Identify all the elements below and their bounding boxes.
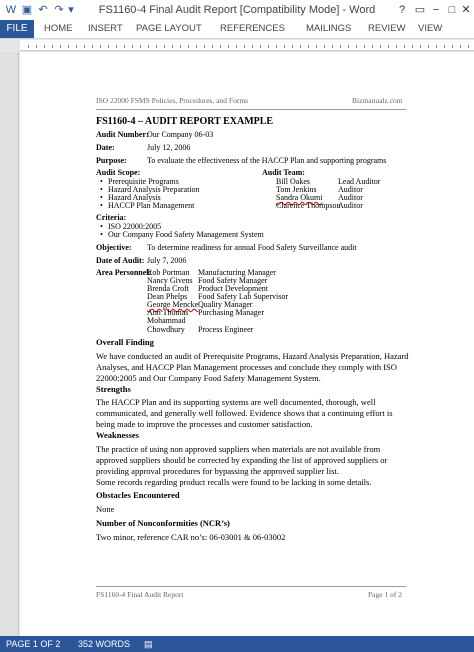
header-left: ISO 22000 FSMS Policies, Procedures, and Forms [96,96,249,105]
close-button[interactable]: ✕ [461,4,471,16]
vertical-ruler[interactable] [0,52,19,636]
tab-file[interactable]: FILE [0,20,34,38]
scope-item: • Prerequisite Programs [100,177,179,186]
ruler-tick [148,45,149,48]
ruler-tick [188,45,189,48]
weaknesses-text-2: Some records regarding product recalls were found to be lacking in some details. [96,477,372,487]
ribbon-tabs [0,20,474,39]
ruler-tick [428,45,429,48]
criteria-label: Criteria: [96,213,127,222]
nonconformities-text: Two minor, reference CAR no’s: 06-03001 & 06-03002 [96,532,286,542]
ruler-tick [356,45,357,48]
ruler-tick [380,45,381,48]
ruler-tick [340,45,341,48]
strengths-heading: Strengths [96,384,131,394]
personnel-name: George Mencke [147,300,199,309]
purpose-value: To evaluate the effectiveness of the HACCP Plan and supporting programs [147,156,387,165]
ruler-tick [316,45,317,48]
ruler-tick [252,45,253,48]
team-member-name: Tom Jenkins [276,185,317,194]
tab-mailings[interactable]: MAILINGS [306,23,352,34]
ruler-tick [60,45,61,48]
personnel-name: Rob Portman [147,268,190,277]
ruler-tick [28,45,29,48]
scope-item: • HACCP Plan Management [100,201,195,210]
ruler-tick [452,45,453,48]
ruler-tick [108,45,109,48]
footer-left: FS1160-4 Final Audit Report [96,590,184,599]
objective-value: To determine readiness for annual Food Safety Surveillance audit [147,243,357,252]
purpose-label: Purpose: [96,156,127,165]
personnel-area: Food Safety Manager [198,276,268,285]
tab-insert[interactable]: INSERT [88,23,123,34]
scope-item: • Hazard Analysis Preparation [100,185,200,194]
team-member-role: Auditor [338,201,363,210]
ruler-tick [284,45,285,48]
ruler-tick [100,45,101,48]
undo-icon[interactable]: ↶ [38,4,48,16]
ruler-tick [372,45,373,48]
ruler-tick [244,45,245,48]
personnel-name: Ann Thomas [147,308,189,317]
ruler-tick [68,45,69,48]
ruler-tick [332,45,333,48]
page-count[interactable]: PAGE 1 OF 2 [6,639,61,649]
ruler-tick [84,45,85,48]
header-rule [96,109,406,110]
personnel-name: Chowdhury [147,325,185,334]
personnel-area: Food Safety Lab Supervisor [198,292,288,301]
ruler-tick [260,45,261,48]
date-of-audit-label: Date of Audit: [96,256,145,265]
ruler-tick [44,45,45,48]
date-of-audit-value: July 7, 2006 [147,256,187,265]
obstacles-text: None [96,504,115,514]
ruler-tick [436,45,437,48]
customize-quick-access-icon[interactable]: ▾ [68,4,74,16]
tab-page-layout[interactable]: PAGE LAYOUT [136,23,202,34]
ruler-tick [348,45,349,48]
help-button[interactable]: ? [398,4,406,16]
title-bar [0,0,474,20]
ruler-tick [164,45,165,48]
audit-number-value: Our Company 06-03 [147,130,214,139]
ruler-tick [396,45,397,48]
status-bar [0,636,474,652]
ruler-tick [52,45,53,48]
tab-view[interactable]: VIEW [418,23,443,34]
ruler-tick [276,45,277,48]
ruler-tick [444,45,445,48]
overall-finding-text: We have conducted an audit of Prerequisite Programs, Hazard Analysis Preparation, Hazard Analyses, and HACCP Plan Management processes and conclude they comply with ISO 22000:2005 and Our Company Food Safety Management System. [96,351,409,383]
proofing-icon[interactable]: ▤ [144,639,153,649]
ruler-tick [140,45,141,48]
ruler-tick [220,45,221,48]
audit-team-label: Audit Team: [262,168,305,177]
ruler-tick [324,45,325,48]
ruler-tick [36,45,37,48]
team-member-role: Auditor [338,185,363,194]
header-right: Bizmanualz.com [352,96,403,105]
personnel-area: Purchasing Manager [198,308,264,317]
team-member-role: Auditor [338,193,363,202]
ruler-tick [76,45,77,48]
personnel-area: Quality Manager [198,300,253,309]
audit-number-label: Audit Number: [96,130,149,139]
ruler-tick [172,45,173,48]
redo-icon[interactable]: ↷ [54,4,64,16]
ruler-tick [132,45,133,48]
footer-rule [96,586,406,587]
ruler-tick [388,45,389,48]
personnel-name: Dean Phelps [147,292,188,301]
weaknesses-heading: Weaknesses [96,430,139,440]
ruler-tick [196,45,197,48]
team-member-name: Sandra Okumi [276,193,323,202]
area-personnel-label: Area Personnel: [96,268,152,277]
objective-label: Objective: [96,243,132,252]
date-label: Date: [96,143,115,152]
date-value: July 12, 2006 [147,143,191,152]
ruler-tick [212,45,213,48]
audit-scope-label: Audit Scope: [96,168,141,177]
strengths-text: The HACCP Plan and its supporting systems are well documented, thorough, well communicated, and generally well followed. Evidence shows that a continuing effort is being made to improve the processes and customer satisfaction. [96,397,393,429]
personnel-name: Mohammad [147,316,186,325]
scope-item: • Hazard Analysis [100,193,161,202]
team-member-role: Lead Auditor [338,177,381,186]
document-page[interactable] [20,52,474,636]
nonconformities-heading: Number of Nonconformities (NCR’s) [96,518,230,528]
ribbon-display-icon[interactable]: ▭ [414,4,426,16]
criteria-item: • ISO 22000:2005 [100,222,162,231]
window-title: FS1160-4 Final Audit Report [Compatibility Mode] - Word [98,4,376,16]
tab-references[interactable]: REFERENCES [220,23,285,34]
ruler-tick [468,45,469,48]
tab-review[interactable]: REVIEW [368,23,406,34]
personnel-area: Process Engineer [198,325,254,334]
ruler-tick [364,45,365,48]
ruler-tick [268,45,269,48]
personnel-name: Nancy Givens [147,276,193,285]
footer-right: Page 1 of 2 [368,590,402,599]
ruler-tick [420,45,421,48]
ruler-tick [292,45,293,48]
ruler-tick [412,45,413,48]
weaknesses-text: The practice of using non approved suppliers when materials are not available from approved suppliers should be corrected by expanding the list of approved suppliers or providing approval procedures for bypassing the approved supplier list. [96,444,388,476]
criteria-item: • Our Company Food Safety Management System [100,230,264,239]
ruler-tick [236,45,237,48]
document-title: FS1160-4 – AUDIT REPORT EXAMPLE [96,116,274,127]
save-icon[interactable]: ▣ [21,4,33,16]
minimize-button[interactable]: − [432,4,440,16]
ruler-tick [460,45,461,48]
ruler-tick [92,45,93,48]
personnel-name: Brenda Croft [147,284,189,293]
obstacles-heading: Obstacles Encountered [96,490,180,500]
ruler-tick [156,45,157,48]
team-member-name: Clarence Thompson [276,201,341,210]
ruler-tick [308,45,309,48]
ruler-tick [228,45,229,48]
tab-home[interactable]: HOME [44,23,73,34]
team-member-name: Bill Oakes [276,177,310,186]
ruler-tick [300,45,301,48]
ruler-tick [116,45,117,48]
horizontal-ruler[interactable] [20,40,474,51]
word-logo-icon[interactable]: W [5,4,17,16]
overall-finding-heading: Overall Finding [96,337,154,347]
ruler-tick [180,45,181,48]
restore-button[interactable]: □ [448,4,456,16]
personnel-area: Manufacturing Manager [198,268,276,277]
ruler-tick [124,45,125,48]
word-count[interactable]: 352 WORDS [78,639,131,649]
personnel-area: Product Development [198,284,268,293]
ruler-tick [404,45,405,48]
ruler-tick [204,45,205,48]
